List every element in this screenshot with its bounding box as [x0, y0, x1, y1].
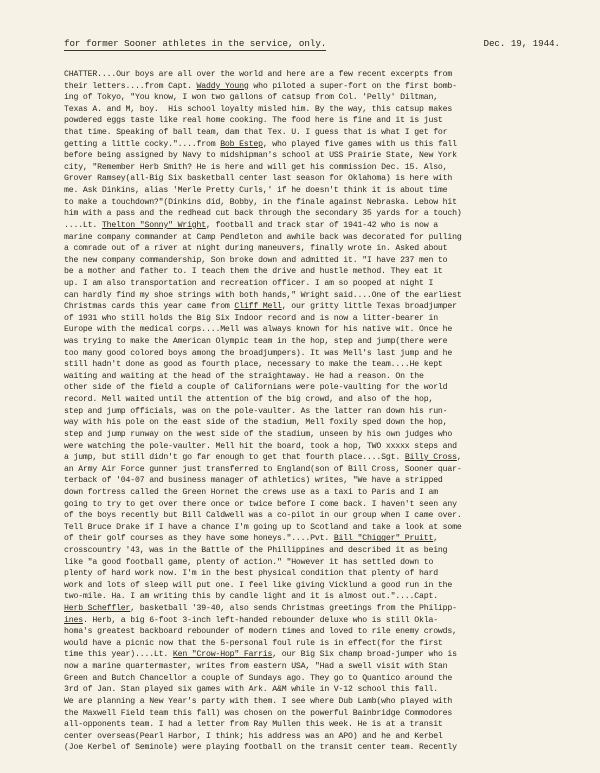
underlined-name: Cliff Mell: [234, 302, 282, 312]
text-segment: Green and Butch Chancellor a couple of Sundays ago. They go to Quantico around the: [64, 673, 453, 683]
text-line: [64, 545, 564, 557]
text-segment: too many good colored boys among the broadjumpers). It was Mell's last jump and he: [64, 348, 453, 358]
text-segment: step and jump runway on the west side of the stadium, unseen by his own judges who: [64, 429, 453, 439]
text-segment: way with his pole on the east side of the stadium, Mell foxily sped down the hop,: [64, 418, 448, 428]
text-line: [64, 69, 564, 81]
text-segment: terback of '04-07 and business manager of athletics) writes, "We have a stripped: [64, 476, 443, 486]
text-segment: all-opponents team. I had a letter from Ray Mullen this week. He is at a transit: [64, 720, 443, 730]
text-line: [64, 464, 564, 476]
text-line: [64, 336, 564, 348]
text-segment: was trying to make the American Olympic team in the hop, step and jump(there were: [64, 337, 448, 347]
underlined-name: Thelton "Sonny" Wright: [101, 220, 207, 230]
text-line: [64, 266, 564, 278]
text-line: [64, 208, 564, 220]
text-line: [64, 232, 564, 244]
text-segment: like "a good football game, plenty of action." "However it has settled down to: [64, 557, 434, 567]
text-segment: an Army Air Force gunner just transferred to England(son of Bill Cross, Sooner quar-: [64, 464, 462, 474]
text-segment: powdered eggs taste like real home cooking. The food here is fine and it is just: [64, 116, 443, 126]
text-line: [64, 278, 564, 290]
text-line: [64, 127, 564, 139]
text-segment: Christmas cards this year came from: [64, 302, 235, 312]
text-segment: Texas A. and M, boy. His school loyalty misled him. By the way, this catsup makes: [64, 104, 453, 114]
text-line: [64, 684, 564, 696]
text-segment: center overseas(Pearl Harbor, I think; his address was an APO) and he and Kerbel: [64, 731, 443, 741]
text-segment: of 1931 who still holds the Big Six Indoor record and is now a litter-bearer in: [64, 313, 438, 323]
text-line: [64, 696, 564, 708]
underlined-name: Bill "Chigger" Pruitt: [333, 534, 434, 544]
text-line: [64, 452, 564, 464]
text-line: [64, 301, 564, 313]
text-line: [64, 626, 564, 638]
text-segment: other side of the field a couple of Californians were pole-vaulting for the world: [64, 383, 448, 393]
text-line: [64, 406, 564, 418]
text-segment: time this year)....Lt.: [64, 650, 173, 660]
text-segment: ....Lt.: [64, 220, 102, 230]
text-segment: of the boys recently but Bill Caldwell was a co-pilot in our group when I came over.: [64, 511, 462, 521]
underlined-name: Ken "Crow-Hop" Farris: [172, 650, 273, 660]
text-line: [64, 197, 564, 209]
text-segment: CHATTER....Our boys are all over the world and here are a few recent excerpts from: [64, 70, 453, 79]
text-segment: getting a little cocky."....from: [64, 139, 221, 149]
text-line: [64, 603, 564, 615]
text-line: [64, 638, 564, 650]
text-line: [64, 649, 564, 661]
text-segment: We are planning a New Year's party with them. I see where Dub Lamb(who played with: [64, 696, 453, 706]
text-segment: , football and track star of 1941-42 who is now a: [206, 220, 438, 230]
text-line: [64, 615, 564, 627]
text-line: [64, 150, 564, 162]
text-segment: to make a touchdown?"(Dinkins did, Bobby, in the finale against Nebraska. Lebow hit: [64, 197, 457, 207]
text-segment: before being assigned by Navy to midshipman's school at USS Prairie State, New York: [64, 151, 457, 161]
text-line: [64, 487, 564, 499]
text-line: [64, 382, 564, 394]
text-segment: their letters....from Capt.: [64, 81, 197, 91]
text-line: [64, 139, 564, 151]
text-segment: two-mile. Ha. I am writing this by candle light and it is almost out."....Capt.: [64, 592, 438, 602]
text-line: [64, 731, 564, 743]
text-segment: now a marine quartermaster, writes from eastern USA, "Had a swell visit with Stan: [64, 662, 448, 672]
text-line: [64, 220, 564, 232]
text-line: [64, 499, 564, 511]
text-segment: can hardly find my shoe strings with both hands," Wright said....One of the earliest: [64, 290, 462, 300]
text-line: [64, 522, 564, 534]
text-line: [64, 185, 564, 197]
text-segment: ,: [433, 534, 438, 544]
text-line: [64, 359, 564, 371]
text-segment: up. I am also transportation and recreation officer. I am so pooped at night I: [64, 278, 434, 288]
text-segment: step and jump officials, was on the pole-vaulter. As the latter ran down his run-: [64, 406, 448, 416]
text-segment: plenty of hard work now. I'm in the best physical condition that plenty of hard: [64, 569, 438, 579]
text-line: [64, 81, 564, 93]
text-line: [64, 533, 564, 545]
text-segment: , basketball '39-40, also sends Christmas greetings from the Philipp-: [130, 604, 457, 614]
text-segment: the new company commandership, Son broke down and admitted it. "I have 237 men to: [64, 255, 448, 265]
text-line: [64, 243, 564, 255]
text-segment: Europe with the medical corps....Mell was always known for his native wit. Once he: [64, 325, 453, 335]
text-line: [64, 417, 564, 429]
text-segment: waiting and waiting at the head of the straightaway. He had a reason. On the: [64, 371, 424, 381]
text-segment: , our gritty little Texas broadjumper: [281, 302, 457, 312]
text-segment: a comrade out of a river at night during maneuvers, finally wrote in. Asked about: [64, 244, 448, 254]
text-segment: record. Mell waited until the attention of the big crowd, and also of the hop,: [64, 395, 434, 405]
text-line: [64, 742, 564, 754]
text-line: [64, 348, 564, 360]
text-segment: that time. Speaking of ball team, dam that Tex. U. I guess that is what I get for: [64, 128, 448, 138]
text-segment: me. Ask Dinkins, alias 'Merle Pretty Curls,' if he doesn't think it is about time: [64, 186, 448, 196]
text-segment: ,: [456, 453, 462, 463]
text-segment: , who played five games with us this fall: [262, 139, 457, 149]
text-segment: be a mother and father to. I teach them the drive and hustle method. They eat it: [64, 267, 443, 277]
text-segment: 3rd of Jan. Stan played six games with Ark. A&M while in V-12 school this fall.: [64, 685, 438, 695]
text-segment: . Herb, a big 6-foot 3-inch left-handed rebounder deluxe who is still Okla-: [82, 615, 438, 625]
text-line: [64, 313, 564, 325]
text-line: [64, 429, 564, 441]
text-line: [64, 115, 564, 127]
text-segment: were watching the pole-vaulter. Mell hit the board, took a hop, TWO xxxxx steps and: [64, 441, 457, 451]
text-line: [64, 708, 564, 720]
text-line: [64, 92, 564, 104]
text-line: [64, 162, 564, 174]
text-line: [64, 394, 564, 406]
text-segment: of their golf courses as they have some honeys."....Pvt.: [64, 534, 334, 544]
text-line: [64, 173, 564, 185]
text-line: [64, 719, 564, 731]
text-line: [64, 255, 564, 267]
text-line: [64, 104, 564, 116]
text-segment: crosscountry '43, was in the Battle of the Phillippines and described it as being: [64, 545, 448, 555]
text-line: [64, 475, 564, 487]
text-line: [64, 568, 564, 580]
underlined-name: Waddy Young: [196, 81, 249, 91]
chatter-column: [64, 69, 564, 754]
underlined-name: Billy Cross: [404, 453, 457, 463]
text-segment: , our Big Six champ broad-jumper who is: [272, 650, 457, 660]
text-line: [64, 661, 564, 673]
text-line: [64, 371, 564, 383]
text-segment: still hadn't done as good as fourth place, necessary to make the team....He kept: [64, 360, 443, 370]
text-segment: Grover Ramsey(all-Big Six basketball center last season for Oklahoma) is here with: [64, 174, 453, 184]
text-segment: Tell Bruce Drake if I have a chance I'm going up to Scotland and take a look at some: [64, 522, 462, 532]
text-segment: who piloted a super-fort on the first bomb-: [248, 81, 457, 91]
text-segment: marine company commander at Camp Pendleton and awhile back was decorated for pulling: [64, 232, 462, 242]
text-line: [64, 290, 564, 302]
text-line: [64, 673, 564, 685]
text-segment: ing of Tokyo, "You know, I won two gallons of catsup from Col. 'Pelly' Diltman,: [64, 93, 438, 103]
header-title: for former Sooner athletes in the service, only.: [64, 38, 327, 49]
underlined-name: ines: [64, 615, 83, 625]
header-date: Dec. 19, 1944.: [483, 38, 560, 49]
text-line: [64, 580, 564, 592]
text-segment: down fortress called the Green Hornet the crews use as a taxi to Paris and I am: [64, 487, 438, 497]
text-line: [64, 441, 564, 453]
text-line: [64, 591, 564, 603]
underlined-name: Bob Estep: [220, 139, 263, 149]
text-segment: him with a pass and the redhead cut back through the secondary 35 yards for a touch): [64, 209, 462, 219]
text-segment: city, "Remember Herb Smith? He is here and will get his commission Dec. 15. Also,: [64, 162, 448, 172]
text-line: [64, 557, 564, 569]
text-segment: going to try to get over there once or twice before I come back. I haven't seen any: [64, 499, 457, 509]
text-line: [64, 510, 564, 522]
text-segment: homa's greatest backboard rebounder of modern times and loved to rile enemy crowds,: [64, 627, 457, 637]
text-segment: the Maxwell Field team this fall) was chosen on the powerful Bainbridge Commodores: [64, 708, 453, 718]
text-segment: would have a picnic now that the 5-personal foul rule is in effect(for the first: [64, 638, 443, 648]
text-segment: (Joe Kerbel of Seminole) were playing football on the transit center team. Recently: [64, 743, 457, 753]
text-segment: work and lots of sleep will put one. I feel like giving Vicklund a good run in the: [64, 580, 453, 590]
text-line: [64, 324, 564, 336]
underlined-name: Herb Scheffler: [64, 604, 131, 614]
text-segment: a jump, but still didn't go far enough to get that fourth place....Sgt.: [64, 453, 405, 463]
